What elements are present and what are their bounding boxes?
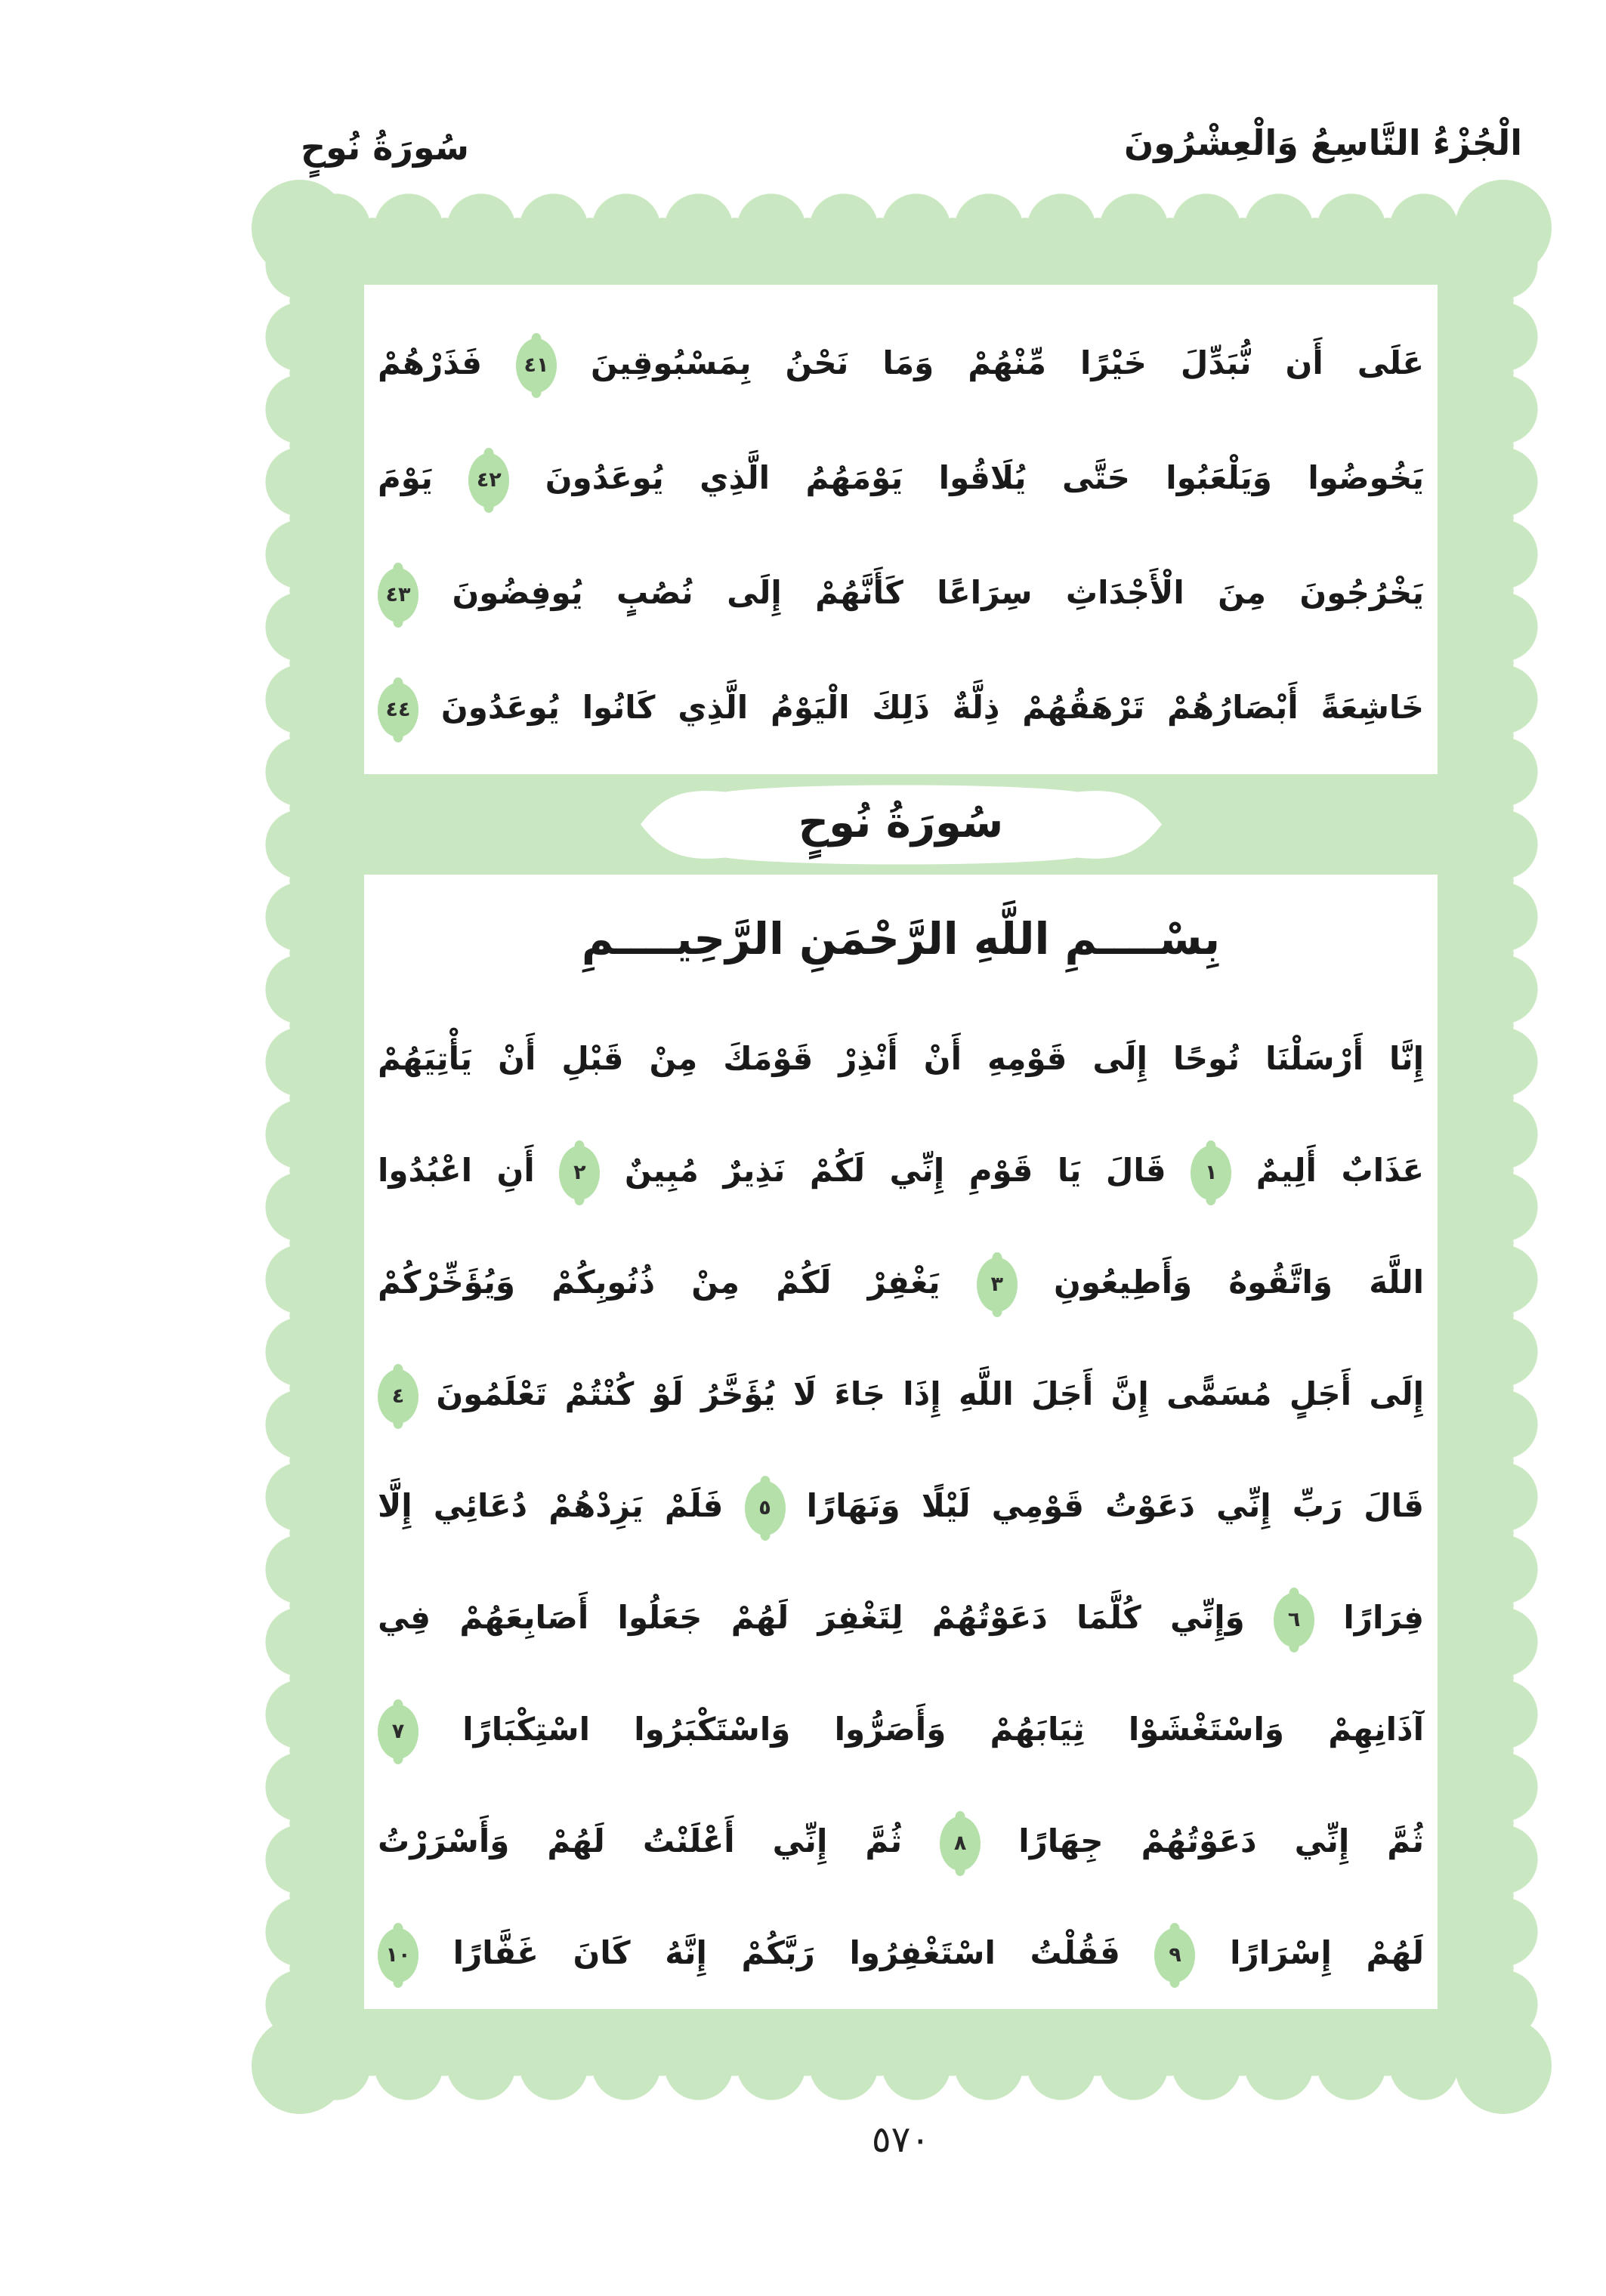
verse-number-badge: ١ <box>1191 1146 1231 1200</box>
ayah-block-nuh <box>378 1003 1424 2009</box>
ayah-text: فَقُلْتُ اسْتَغْفِرُوا رَبَّكُمْ إِنَّهُ كَانَ غَفَّارًا <box>452 1934 1120 1971</box>
ayah-text: أَنِ اعْبُدُوا <box>378 1152 535 1189</box>
ayah-line <box>378 1562 1424 1674</box>
ayah-text: قَالَ رَبِّ إِنِّي دَعَوْتُ قَوْمِي لَيْلًا وَنَهَارًا <box>806 1487 1425 1524</box>
frame-scallop-left <box>265 228 300 2066</box>
ayah-line <box>378 421 1424 535</box>
ayah-line <box>378 1003 1424 1115</box>
basmala: بِسْــــمِ اللَّهِ الرَّحْمَنِ الرَّحِيــــمِ <box>581 913 1221 964</box>
surah-title-band <box>364 774 1438 875</box>
ayah-text: ثُمَّ إِنِّي أَعْلَنْتُ لَهُمْ وَأَسْرَرْتُ <box>378 1822 903 1859</box>
frame-scallop-top <box>300 193 1503 228</box>
verse-number-badge: ٧ <box>378 1705 418 1759</box>
verse-number-badge: ٨ <box>940 1816 981 1871</box>
ayah-text: يَخُوضُوا وَيَلْعَبُوا حَتَّى يُلَاقُوا يَوْمَهُمُ الَّذِي يُوعَدُونَ <box>545 459 1425 496</box>
ayah-text: وَإِنِّي كُلَّمَا دَعَوْتُهُمْ لِتَغْفِرَ لَهُمْ جَعَلُوا أَصَابِعَهُمْ فِي <box>378 1599 1245 1636</box>
verse-number-badge: ٥ <box>745 1481 786 1535</box>
ayah-line <box>378 1674 1424 1785</box>
ayah-line <box>378 1897 1424 2009</box>
frame-scallop-bottom <box>300 2066 1503 2100</box>
surah-title: سُورَةُ نُوحٍ <box>798 798 1004 847</box>
ayah-block-maarij <box>378 306 1424 765</box>
verse-number-badge: ١٠ <box>378 1928 418 1983</box>
verse-number-badge: ٩ <box>1154 1928 1195 1983</box>
surah-header-label: سُورَةُ نُوحٍ <box>301 127 469 168</box>
verse-number-badge: ٣ <box>977 1258 1018 1312</box>
ayah-line <box>378 306 1424 421</box>
ayah-line <box>378 650 1424 765</box>
verse-number-badge: ٤١ <box>516 338 557 393</box>
verse-number-badge: ٦ <box>1274 1593 1314 1647</box>
ayah-line <box>378 1338 1424 1450</box>
ayah-line <box>378 1785 1424 1897</box>
ayah-text: لَهُمْ إِسْرَارًا <box>1230 1934 1424 1971</box>
ayah-text: يَخْرُجُونَ مِنَ الْأَجْدَاثِ سِرَاعًا كَأَنَّهُمْ إِلَى نُصُبٍ يُوفِضُونَ <box>452 574 1425 611</box>
frame-scallop-right <box>1503 228 1538 2066</box>
verse-number-badge: ٤ <box>378 1369 418 1424</box>
ayah-text: خَاشِعَةً أَبْصَارُهُمْ تَرْهَقُهُمْ ذِلَّةٌ ذَلِكَ الْيَوْمُ الَّذِي كَانُوا يُوعَدُونَ <box>440 689 1424 726</box>
ayah-line <box>378 1115 1424 1227</box>
ayah-text: فَلَمْ يَزِدْهُمْ دُعَائِي إِلَّا <box>378 1487 724 1524</box>
ayah-text: فِرَارًا <box>1343 1599 1425 1636</box>
ayah-text: فَذَرْهُمْ <box>378 344 482 381</box>
ayah-text: يَغْفِرْ لَكُمْ مِنْ ذُنُوبِكُمْ وَيُؤَخِّرْكُمْ <box>378 1264 940 1301</box>
ayah-line <box>378 1227 1424 1338</box>
ayah-text: اللَّهَ وَاتَّقُوهُ وَأَطِيعُونِ <box>1054 1264 1424 1301</box>
page-number: ٥٧٠ <box>871 2119 931 2161</box>
ayah-text: إِنَّا أَرْسَلْنَا نُوحًا إِلَى قَوْمِهِ أَنْ أَنْذِرْ قَوْمَكَ مِنْ قَبْلِ أَنْ يَأْتِيَهُمْ <box>378 1040 1424 1077</box>
ayah-line <box>378 535 1424 650</box>
ayah-text: عَلَى أَن نُّبَدِّلَ خَيْرًا مِّنْهُمْ وَمَا نَحْنُ بِمَسْبُوقِينَ <box>590 344 1425 381</box>
ayah-text: عَذَابٌ أَلِيمٌ <box>1255 1152 1425 1189</box>
ayah-text: إِلَى أَجَلٍ مُسَمًّى إِنَّ أَجَلَ اللَّهِ إِذَا جَاءَ لَا يُؤَخَّرُ لَوْ كُنْتُمْ تَعْلَمُونَ <box>436 1375 1424 1412</box>
ayah-text: ثُمَّ إِنِّي دَعَوْتُهُمْ جِهَارًا <box>1018 1822 1425 1859</box>
verse-number-badge: ٤٣ <box>378 568 418 622</box>
ayah-text: يَوْمَ <box>378 459 433 496</box>
verse-number-badge: ٢ <box>559 1146 600 1200</box>
ayah-text: قَالَ يَا قَوْمِ إِنِّي لَكُمْ نَذِيرٌ مُبِينٌ <box>624 1152 1166 1189</box>
juz-header-label: الْجُزْءُ التَّاسِعُ وَالْعِشْرُونَ <box>1124 122 1522 163</box>
verse-number-badge: ٤٤ <box>378 683 418 737</box>
ayah-line <box>378 1450 1424 1562</box>
ayah-text: آذَانِهِمْ وَاسْتَغْشَوْا ثِيَابَهُمْ وَأَصَرُّوا وَاسْتَكْبَرُوا اسْتِكْبَارًا <box>462 1711 1424 1748</box>
verse-number-badge: ٤٢ <box>468 453 509 508</box>
